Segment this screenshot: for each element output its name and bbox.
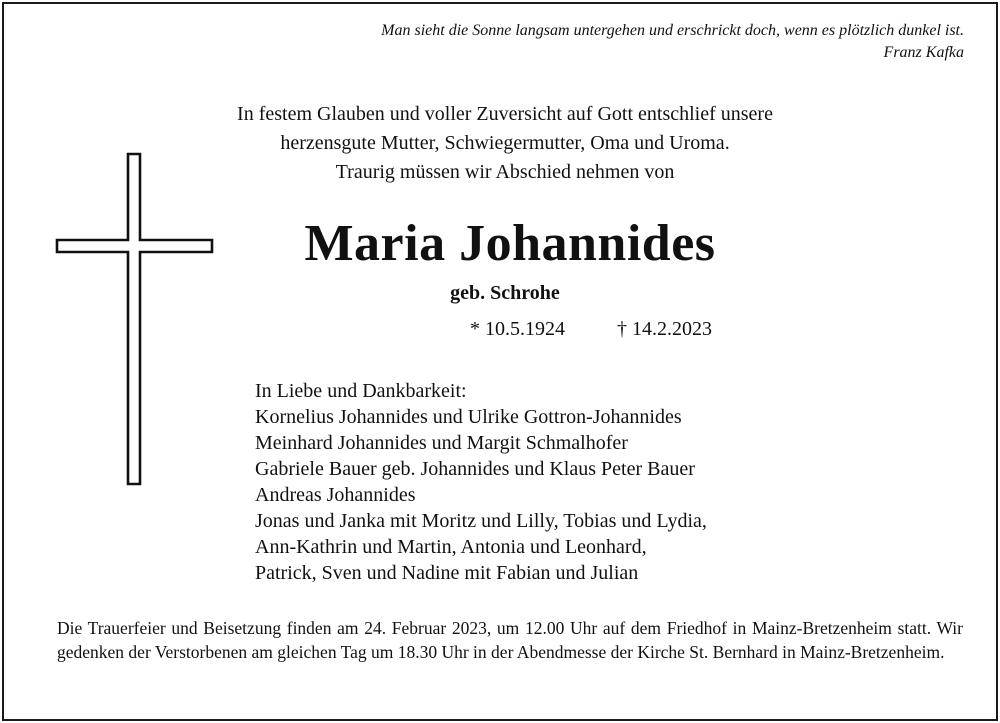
mourner-line: Kornelius Johannides und Ulrike Gottron-Johannides (255, 406, 682, 428)
epigraph-text: Man sieht die Sonne langsam untergehen und erschrickt doch, wenn es plötzlich dunkel ist. (381, 22, 964, 39)
mourner-line: Meinhard Johannides und Margit Schmalhofer (255, 432, 628, 454)
birth-date: * 10.5.1924 (470, 318, 565, 340)
intro-line: herzensgute Mutter, Schwiegermutter, Oma und Uroma. (280, 132, 730, 154)
mourner-line: Andreas Johannides (255, 484, 416, 506)
mourners-heading: In Liebe und Dankbarkeit: (255, 380, 467, 402)
mourner-line: Gabriele Bauer geb. Johannides und Klaus Peter Bauer (255, 458, 695, 480)
intro-line: Traurig müssen wir Abschied nehmen von (335, 161, 675, 183)
epigraph-author: Franz Kafka (883, 44, 964, 61)
intro-line: In festem Glauben und voller Zuversicht auf Gott entschlief unsere (237, 103, 773, 125)
maiden-name: geb. Schrohe (450, 282, 560, 304)
life-dates (470, 318, 712, 341)
intro-text (200, 100, 810, 187)
death-date: † 14.2.2023 (617, 318, 712, 340)
mourner-line: Jonas und Janka mit Moritz und Lilly, Tobias und Lydia, (255, 510, 707, 532)
mourner-line: Ann-Kathrin und Martin, Antonia und Leonhard, (255, 536, 647, 558)
deceased-name: Maria Johannides (304, 215, 716, 272)
funeral-details: Die Trauerfeier und Beisetzung finden am 24. Februar 2023, um 12.00 Uhr auf dem Friedhof in Mainz-Bretzenheim statt. Wir gedenken der Verstorbenen am gleichen Tag um 18.30 Uhr in der Abendmesse der Kirche St. Bernhard in Mainz-Bretzenheim. (57, 618, 963, 662)
cross-icon (55, 152, 215, 487)
mourner-line: Patrick, Sven und Nadine mit Fabian und Julian (255, 562, 639, 584)
epigraph (381, 20, 964, 64)
mourners-list (255, 378, 707, 586)
